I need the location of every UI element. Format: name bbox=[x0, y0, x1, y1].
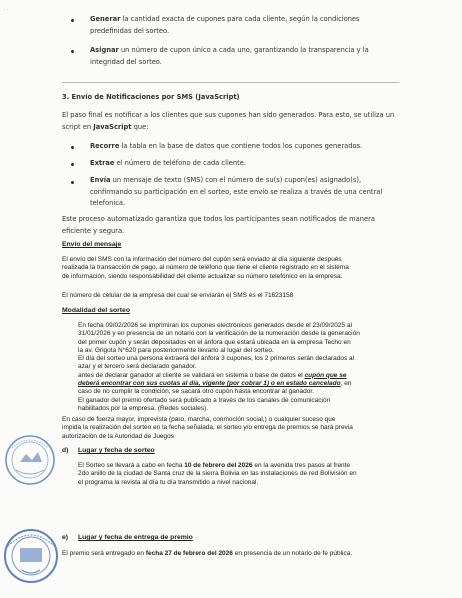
bullet-generar bbox=[90, 14, 390, 37]
bullet-recorre bbox=[90, 141, 410, 153]
bullet-generar-text-b: idad exacta de cupones para cada cliente, según la bbox=[145, 15, 318, 23]
modalidad-line6: azar y el tercero será declarado ganador. bbox=[78, 363, 197, 371]
section3-title: 3. Envío de Notificaciones por SMS (JavaScript) bbox=[62, 93, 240, 101]
fuerza-line2: impida la realización del sorteo en la fecha señalada, el sorteo y/o entrega de premios se hará previa bbox=[62, 424, 353, 432]
bullet-asignar-text: un número de cupon único a cada uno, garantizando la transparencia y la bbox=[118, 46, 369, 54]
bullet-generar-line2: predefinidas del sorteo. bbox=[90, 26, 170, 35]
fuerza-mayor-paragraph bbox=[62, 416, 407, 441]
section3-intro-pre: script en bbox=[62, 122, 94, 131]
bullet-envia-line2: confirmando su participación en el sorteo, este envío se realiza a través de una central bbox=[90, 187, 383, 196]
modalidad-line9: caso de no cumplir la condición, se sacará otro cupón hasta encontrar al ganador. bbox=[78, 388, 314, 396]
scan-specks: . . bbox=[4, 6, 9, 12]
bullet-generar-text-c: condiciones bbox=[317, 15, 360, 23]
modalidad-line10: El ganador del premio ofertado será publicado a través de los canales de comunicación bbox=[78, 396, 331, 404]
lugar-paragraph bbox=[78, 462, 410, 487]
bullet-generar-text-a: la cant bbox=[120, 15, 146, 23]
entrega-letter: e) bbox=[62, 534, 69, 541]
modalidad-block bbox=[78, 322, 410, 413]
bullet-dot bbox=[71, 50, 74, 53]
bullet-envia-text: un mensaje de texto (SMS) con el número de su(s) cupon(es) asignado(s), bbox=[110, 176, 362, 184]
entrega-date: fecha 27 de febrero del 2026 bbox=[145, 550, 233, 557]
bullet-extrae-text: el número de teléfono de cada cliente. bbox=[114, 159, 247, 167]
fuerza-line1: En caso de fuerza mayor, imprevista (paro, marcha, conmoción social,) o cualquier suceso que bbox=[62, 416, 336, 423]
bullet-dot bbox=[71, 181, 74, 184]
bullet-dot bbox=[71, 146, 74, 149]
modalidad-line3: del primer cupón y serán depositados en el ánfora que estará ubicada en la empresa Techo en bbox=[78, 338, 351, 346]
bullet-asignar bbox=[90, 45, 410, 68]
official-stamp-top bbox=[2, 432, 58, 488]
official-stamp-bottom bbox=[0, 526, 62, 586]
bullet-asignar-strong: Asignar bbox=[90, 46, 119, 54]
modalidad-line7: antes de declarar ganador al cliente se validará en sistema o base de datos el bbox=[78, 371, 305, 379]
lugar-line1-pre: El Sorteo se llevará a cabo en fecha bbox=[78, 462, 185, 469]
bullet-dot bbox=[71, 19, 74, 22]
lugar-date: 10 de febrero del 2026 bbox=[184, 462, 253, 469]
section3-closing-line1: Este proceso automatizado garantiza que todos los participantes sean notificados de manera bbox=[62, 215, 375, 223]
envio-p1-line2: realizada la transacción de pago, al número de teléfono que tiene el cliente registrado en el sistema bbox=[62, 264, 349, 272]
bullet-recorre-strong: Recorre bbox=[90, 142, 120, 150]
envio-phone-line: El número de celular de la empresa del cual se enviarán el SMS es el 71623158 bbox=[62, 292, 294, 299]
section3-intro-strong: JavaScript bbox=[93, 122, 132, 131]
lugar-line3: el programa la revista al día tu día transmitido a nivel nacional. bbox=[78, 478, 259, 486]
lugar-heading: Lugar y fecha de sorteo bbox=[78, 447, 155, 454]
entrega-line-post: en presencia de un notario de fe pública. bbox=[232, 550, 353, 557]
modalidad-line8-post: , en bbox=[340, 380, 352, 388]
section3-closing-line2: eficiente y segura. bbox=[62, 226, 125, 235]
entrega-heading: Lugar y fecha de entrega de premio bbox=[78, 534, 193, 541]
bullet-dot bbox=[71, 163, 74, 166]
entrega-line-pre: El premio será entregado en bbox=[62, 550, 146, 557]
modalidad-line1: En fecha 09/02/2026 se imprimiran los cupones electrónicos generados desde el 23/09/2025 al bbox=[78, 322, 352, 329]
modalidad-line7-emphasis: cupón que se bbox=[304, 371, 347, 379]
lugar-line1-post: en la avenida tres pasos al frente bbox=[252, 462, 351, 469]
lugar-line2: 2do anillo de la ciudad de Santa cruz de la sierra Bolivia en las instalaciones de red Bolivisión en bbox=[78, 470, 357, 478]
modalidad-line5: El día del sorteo una persona extraerá del ánfora 3 cupones, los 2 primeros serán declarados al bbox=[78, 355, 355, 363]
modalidad-line11: habilitados por la empresa. (Redes sociales). bbox=[78, 404, 209, 412]
section-divider bbox=[62, 82, 399, 83]
section3-intro-post: que: bbox=[131, 122, 149, 131]
modalidad-line8-emphasis: deberá encontrar con sus cuotas al día, vigente (por cobrar 1) o en estado cancelado bbox=[78, 380, 341, 388]
envio-paragraph bbox=[62, 256, 407, 281]
bullet-extrae-strong: Extrae bbox=[90, 159, 115, 167]
section3-intro-line1: El paso final es notificar a los clientes que sus cupones han sido generados. Para esto, se utiliza un bbox=[62, 111, 395, 119]
lugar-letter: d) bbox=[62, 447, 69, 454]
bullet-envia bbox=[90, 175, 410, 210]
envio-heading: Envío del mensaje bbox=[62, 241, 122, 248]
section3-intro bbox=[62, 110, 407, 133]
fuerza-line3: autorización de la Autoridad de Juegos bbox=[62, 432, 175, 440]
bullet-envia-line3: telefonica. bbox=[90, 199, 126, 208]
entrega-paragraph bbox=[62, 550, 412, 558]
modalidad-line4: la av. Grigota N°620 para posteriormente llevarlo al lugar del sorteo. bbox=[78, 346, 274, 354]
bullet-extrae bbox=[90, 158, 410, 170]
modalidad-heading: Modalidad del sorteo bbox=[62, 307, 130, 314]
envio-p1-line3: de información, siendo responsabilidad del cliente actualizar su número telefónico en la empresa. bbox=[62, 272, 343, 280]
envio-p1-line1: El envío del SMS con la información del número del cupón será enviado al día siguiente después bbox=[62, 256, 342, 263]
bullet-generar-strong: Generar bbox=[90, 15, 121, 23]
bullet-envia-strong: Envía bbox=[90, 176, 111, 184]
modalidad-line2: 31/01/2026 y en presencia de un notario con la verificación de la numeración desde la generación bbox=[78, 330, 360, 338]
bullet-asignar-line2: integridad del sorteo. bbox=[90, 57, 162, 66]
section3-closing bbox=[62, 214, 407, 237]
bullet-recorre-text: la tabla en la base de datos que contiene todos los cupones generados. bbox=[119, 142, 363, 150]
